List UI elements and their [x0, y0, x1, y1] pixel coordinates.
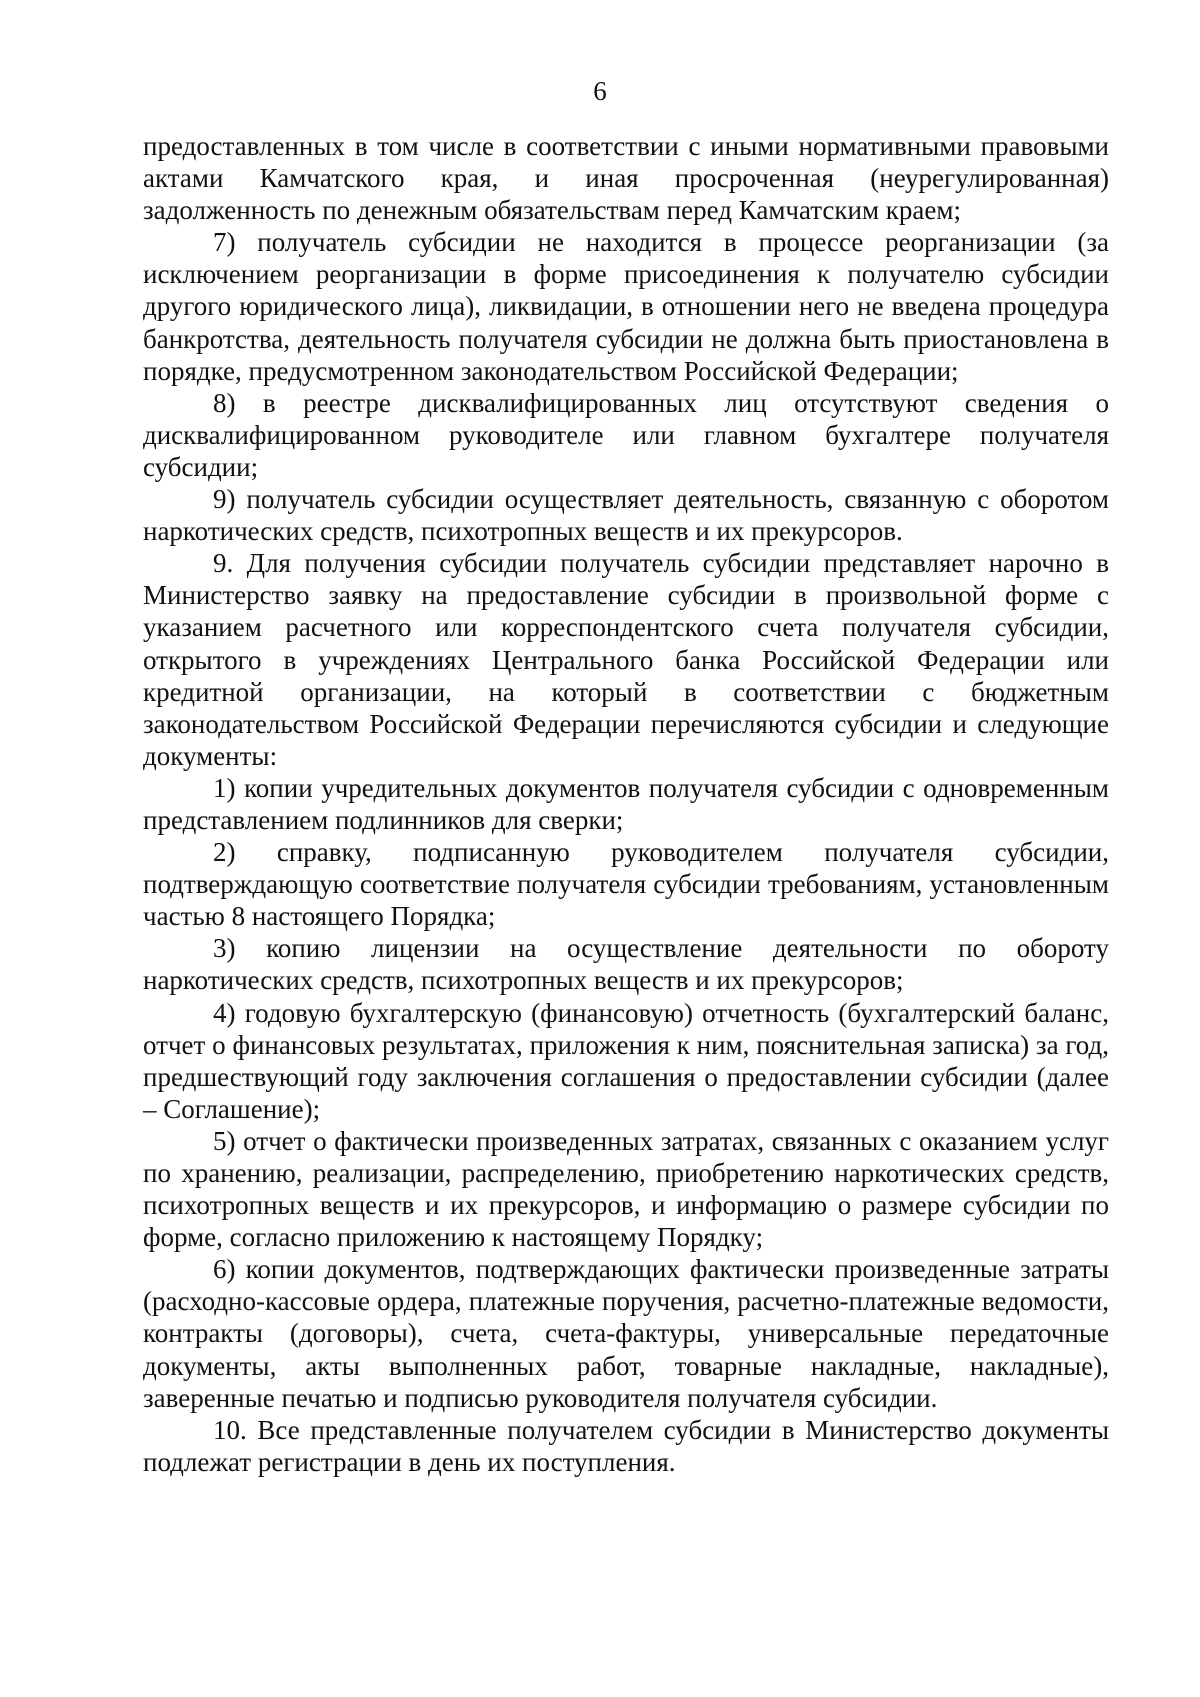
paragraph-doc-1: 1) копии учредительных документов получателя субсидии с одновременным представлением подлинников для сверки;: [143, 772, 1109, 835]
document-body: [143, 130, 1109, 1478]
paragraph-item-7: 7) получатель субсидии не находится в процессе реорганизации (за исключением реорганизации в форме присоединения к получателю субсидии другого юридического лица), ликвидации, в отношении него не введена процедура банкротства, деятельность получателя субсидии не должна быть приостановлена в порядке, предусмотренном законодательством Российской Федерации;: [143, 227, 1109, 386]
paragraph-item-8: 8) в реестре дисквалифицированных лиц отсутствуют сведения о дисквалифицированном руководителе или главном бухгалтере получателя субсидии;: [143, 387, 1109, 482]
paragraph-continuation: предоставленных в том числе в соответствии с иными нормативными правовыми актами Камчатского края, и иная просроченная (неурегулированная) задолженность по денежным обязательствам перед Камчатским краем;: [143, 131, 1109, 226]
paragraph-section-10: 10. Все представленные получателем субсидии в Министерство документы подлежат регистрации в день их поступления.: [143, 1414, 1109, 1477]
paragraph-section-9: 9. Для получения субсидии получатель субсидии представляет нарочно в Министерство заявку на предоставление субсидии в произвольной форме с указанием расчетного или корреспондентского счета получателя субсидии, открытого в учреждениях Центрального банка Российской Федерации или кредитной организации, на который в соответствии с бюджетным законодательством Российской Федерации перечисляются субсидии и следующие документы:: [143, 548, 1109, 771]
paragraph-doc-4: 4) годовую бухгалтерскую (финансовую) отчетность (бухгалтерский баланс, отчет о финансовых результатах, приложения к ним, пояснительная записка) за год, предшествующий году заключения соглашения о предоставлении субсидии (далее – Соглашение);: [143, 997, 1109, 1124]
paragraph-item-9: 9) получатель субсидии осуществляет деятельность, связанную с оборотом наркотических средств, психотропных веществ и их прекурсоров.: [143, 484, 1109, 547]
page-number: 6: [593, 76, 607, 106]
paragraph-doc-3: 3) копию лицензии на осуществление деятельности по обороту наркотических средств, психотропных веществ и их прекурсоров;: [143, 933, 1109, 996]
paragraph-doc-2: 2) справку, подписанную руководителем получателя субсидии, подтверждающую соответствие получателя субсидии требованиям, установленным частью 8 настоящего Порядка;: [143, 837, 1109, 932]
paragraph-doc-6: 6) копии документов, подтверждающих фактически произведенные затраты (расходно-кассовые ордера, платежные поручения, расчетно-платежные ведомости, контракты (договоры), счета, счета-фактуры, универсальные передаточные документы, акты выполненных работ, товарные накладные, накладные), заверенные печатью и подписью руководителя получателя субсидии.: [143, 1254, 1109, 1413]
paragraph-doc-5: 5) отчет о фактически произведенных затратах, связанных с оказанием услуг по хранению, реализации, распределению, приобретению наркотических средств, психотропных веществ и их прекурсоров, и информацию о размере субсидии по форме, согласно приложению к настоящему Порядку;: [143, 1125, 1109, 1253]
